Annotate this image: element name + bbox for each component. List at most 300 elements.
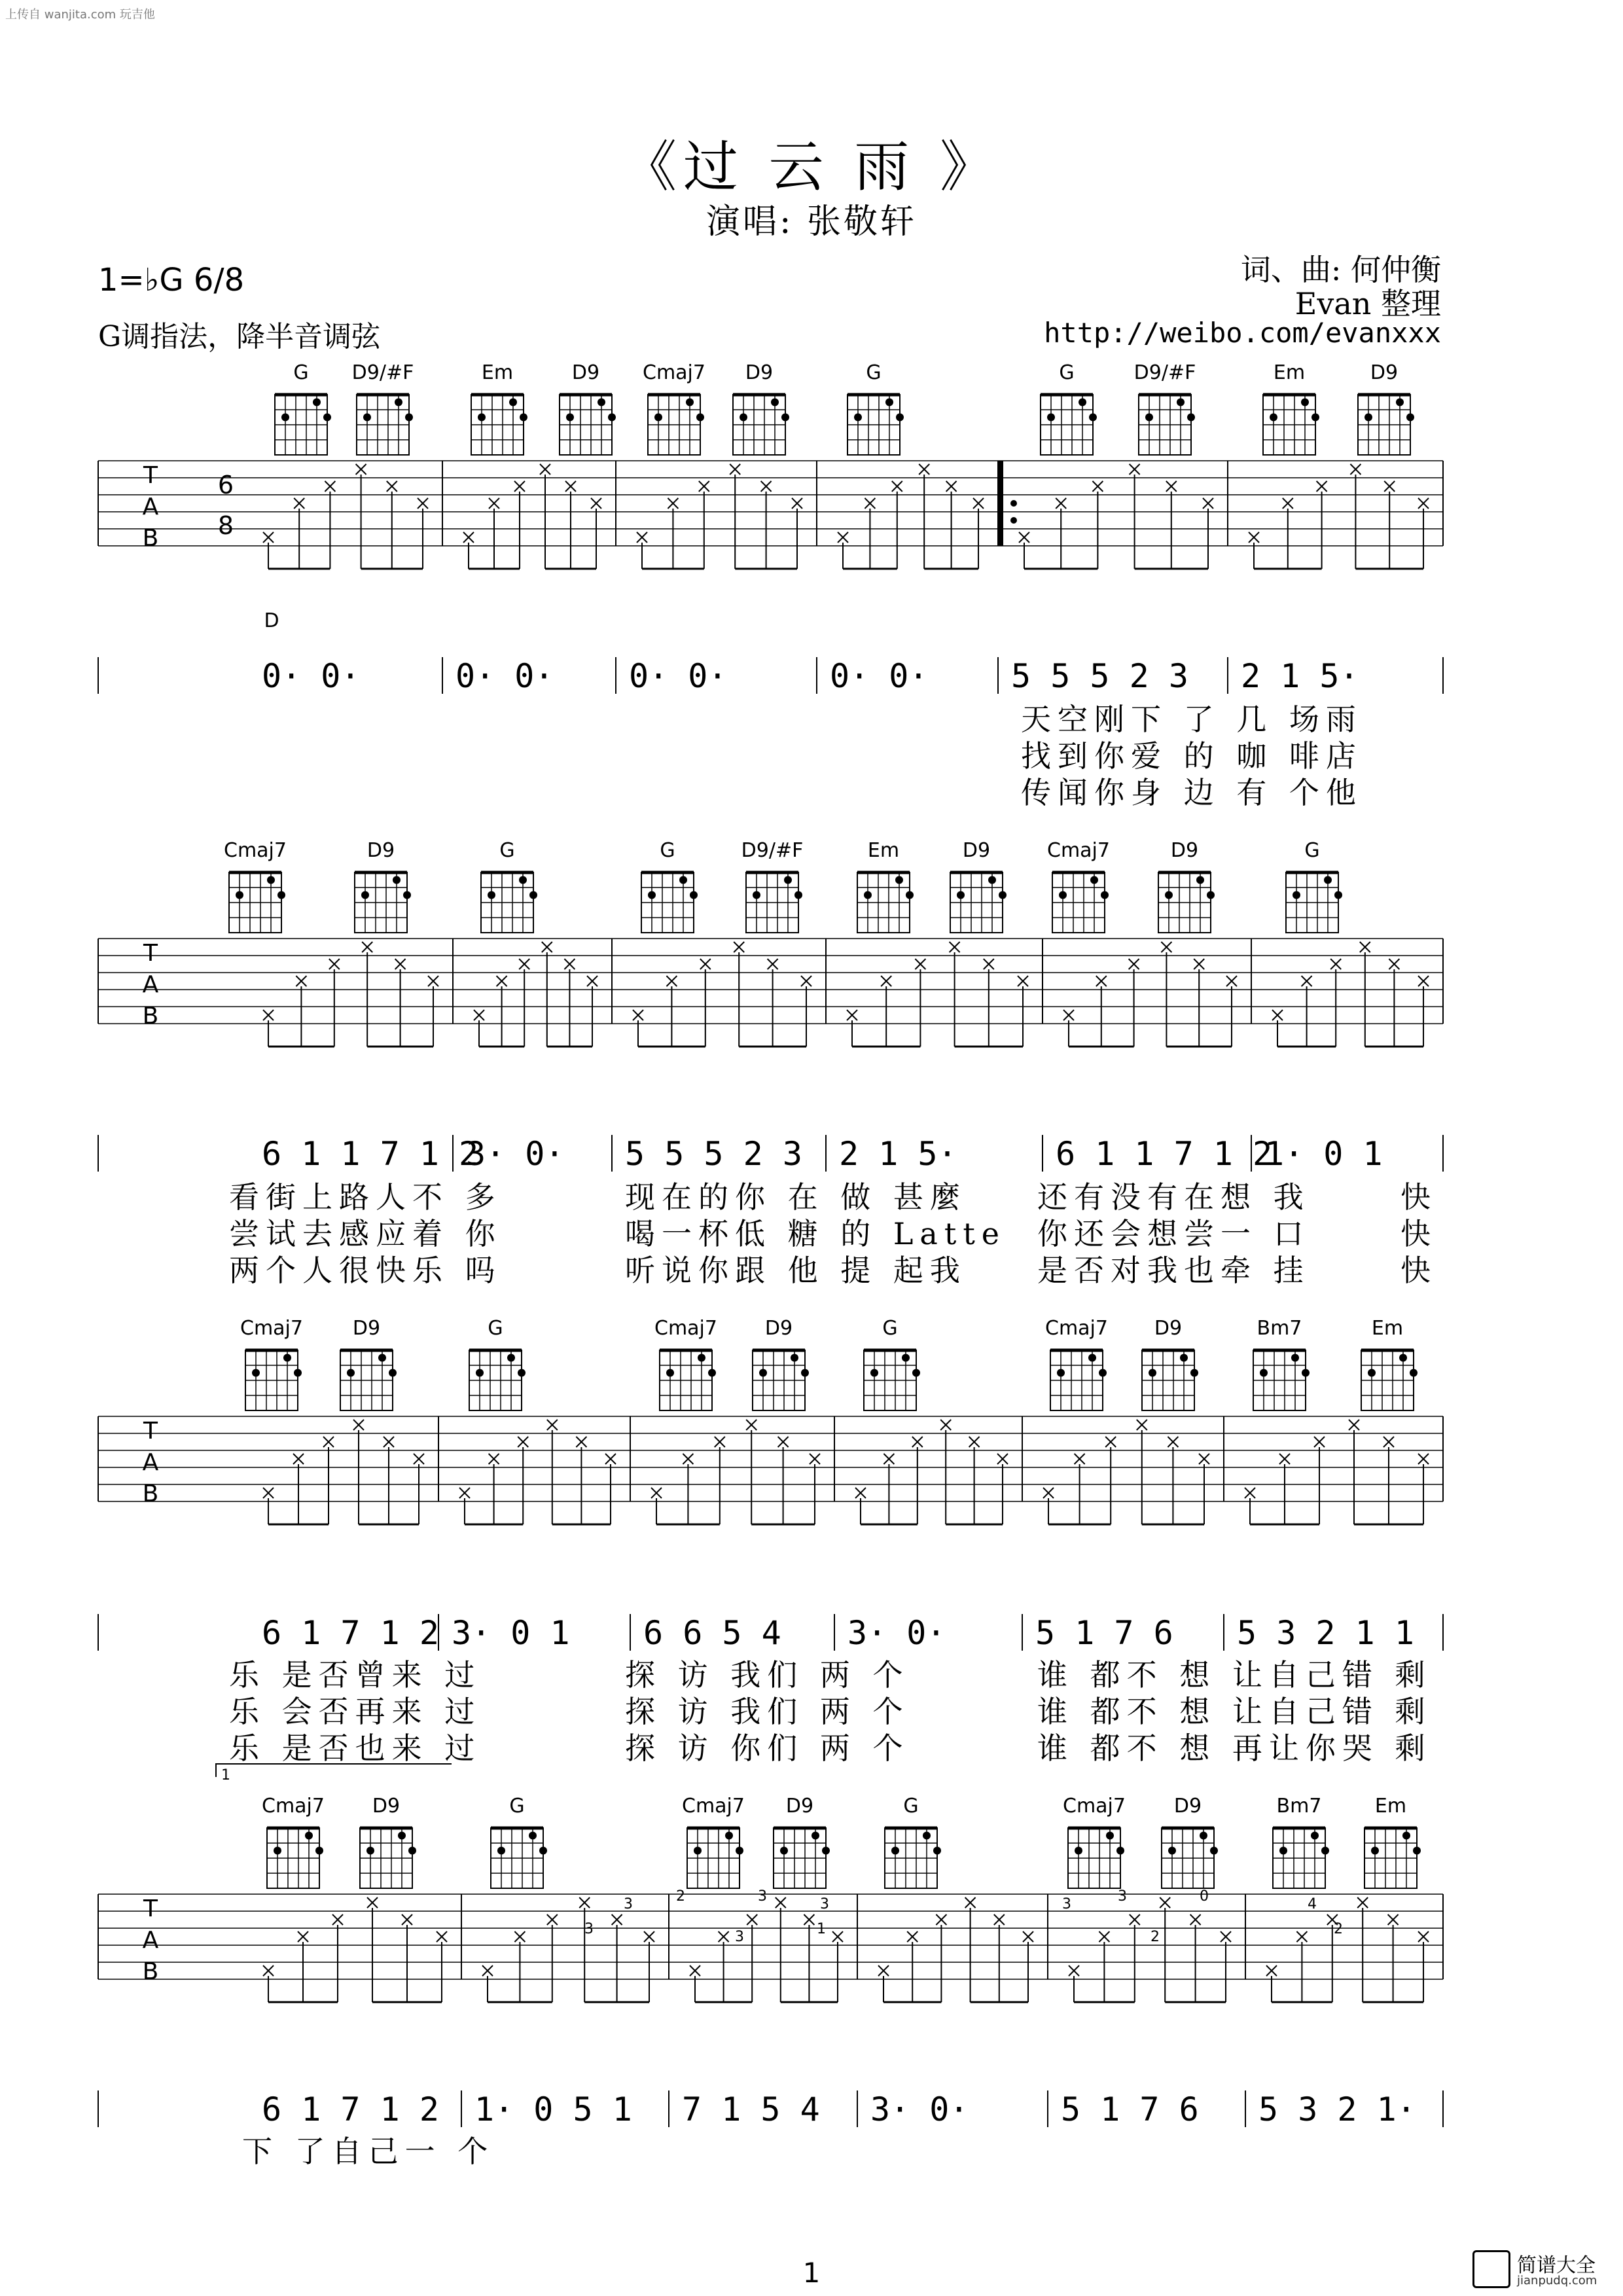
finger-dot	[654, 414, 662, 422]
strum-mark	[296, 976, 306, 986]
strum-mark	[668, 498, 678, 509]
chord-name: D9	[962, 839, 991, 862]
finger-dot	[1116, 1847, 1124, 1855]
strum-mark	[1096, 976, 1107, 986]
strum-mark	[855, 1488, 866, 1498]
finger-dot	[497, 1847, 505, 1855]
strum-mark	[519, 959, 529, 969]
chord-diagram	[471, 361, 527, 455]
strum-mark	[1199, 1454, 1209, 1464]
chord-diagram	[360, 1795, 416, 1888]
chord-diagram	[560, 361, 616, 455]
notation-bar: 5 1 7 6	[1035, 1614, 1173, 1652]
finger-dot	[252, 1369, 260, 1377]
finger-dot	[539, 1847, 547, 1855]
finger-dot	[686, 399, 694, 406]
chord-diagram	[885, 1795, 941, 1888]
chord-diagram	[1263, 361, 1319, 455]
chord-name: D9/#F	[351, 361, 414, 384]
piano-icon	[1472, 2250, 1510, 2288]
lyric-line: 天空刚下 了 几 场雨	[1021, 702, 1363, 737]
notation-bar: 5 5 5 2 3	[1011, 657, 1188, 695]
strum-mark	[792, 498, 802, 509]
finger-dot	[781, 414, 789, 422]
strum-mark	[1383, 1437, 1394, 1447]
finger-dot	[1260, 1369, 1268, 1377]
chord-diagram	[262, 1795, 325, 1888]
notation-bar: 0· 0·	[830, 657, 929, 695]
finger-dot	[608, 414, 616, 422]
fret-number: 0	[1200, 1888, 1209, 1905]
strum-mark	[263, 1010, 274, 1020]
lyric-line: 听说你跟 他 提 起我	[625, 1253, 967, 1288]
strum-mark	[1168, 1437, 1178, 1447]
chord-name: G	[1304, 839, 1320, 862]
fret-number: 3	[1062, 1896, 1071, 1912]
repeat-dot	[1010, 517, 1017, 524]
chord-diagram	[1041, 361, 1097, 455]
strum-mark	[683, 1454, 693, 1464]
chord-diagram	[1134, 361, 1196, 455]
chord-name: Cmaj7	[1045, 1317, 1108, 1340]
strum-mark	[437, 1931, 447, 1942]
strum-mark	[690, 1965, 700, 1976]
finger-dot	[698, 1354, 705, 1362]
volta-number: 1	[221, 1767, 230, 1784]
chord-name: Cmaj7	[682, 1795, 745, 1818]
notation-bar: 3· 0·	[870, 2090, 969, 2128]
strum-mark	[768, 959, 778, 969]
chord-diagram	[1047, 839, 1110, 933]
finger-dot	[696, 414, 704, 422]
strum-mark	[1063, 1010, 1074, 1020]
strum-mark	[1160, 1897, 1170, 1908]
chord-name: Cmaj7	[643, 361, 705, 384]
chord-name: D9	[785, 1795, 814, 1818]
strum-mark	[1317, 481, 1327, 492]
chord-name: Cmaj7	[240, 1317, 303, 1340]
tab-letter-t: T	[143, 462, 158, 489]
finger-dot	[1364, 414, 1372, 422]
strum-mark	[463, 532, 474, 543]
chord-diagram	[224, 839, 287, 933]
chord-diagram	[1063, 1795, 1126, 1888]
strum-mark	[1166, 481, 1177, 492]
strum-mark	[1092, 481, 1103, 492]
chord-name: D9	[571, 361, 600, 384]
notation-bar: 6 1 1 7 1 2	[1056, 1135, 1273, 1173]
strum-mark	[883, 1454, 894, 1464]
strum-mark	[1296, 1931, 1307, 1942]
finger-dot	[708, 1369, 716, 1377]
strum-mark	[1266, 1965, 1277, 1976]
strum-mark	[1099, 1931, 1109, 1942]
strum-mark	[730, 464, 740, 475]
strum-mark	[997, 1454, 1008, 1464]
chord-diagram	[1364, 1795, 1421, 1888]
notation-bar: 2 1 5·	[1241, 657, 1359, 695]
fret-number: 3	[584, 1921, 594, 1937]
finger-dot	[1168, 1847, 1176, 1855]
volta-bracket	[216, 1764, 452, 1777]
finger-dot	[1057, 1369, 1065, 1377]
finger-dot	[1368, 1369, 1376, 1377]
finger-dot	[906, 891, 914, 899]
finger-dot	[267, 876, 275, 884]
finger-dot	[1406, 414, 1414, 422]
finger-dot	[1099, 1369, 1107, 1377]
finger-dot	[283, 1354, 291, 1362]
finger-dot	[885, 399, 893, 406]
site-logo	[1472, 2249, 1610, 2291]
strum-mark	[474, 1010, 484, 1020]
strum-mark	[776, 1897, 786, 1908]
strum-mark	[994, 1914, 1005, 1925]
strum-mark	[1349, 1420, 1359, 1430]
singer: 演唱: 张敬轩	[705, 202, 918, 242]
strum-mark	[489, 498, 499, 509]
chord-name: D9	[1173, 1795, 1202, 1818]
finger-dot	[520, 414, 527, 422]
strum-mark	[576, 1437, 586, 1447]
finger-dot	[1301, 399, 1309, 406]
strum-mark	[1350, 464, 1361, 475]
finger-dot	[801, 1369, 809, 1377]
finger-dot	[403, 891, 411, 899]
strum-mark	[778, 1437, 789, 1447]
strum-mark	[356, 464, 366, 475]
notation-bar: 3· 0·	[466, 1135, 565, 1173]
strum-mark	[1388, 1914, 1399, 1925]
tab-letter-a: A	[142, 971, 159, 998]
chord-name: G	[660, 839, 675, 862]
lyric-line: 是否对我也牵 挂	[1037, 1253, 1310, 1288]
strum-mark	[293, 1454, 304, 1464]
strum-mark	[746, 1420, 757, 1430]
finger-dot	[507, 1354, 515, 1362]
finger-dot	[902, 1354, 910, 1362]
chord-diagram	[774, 1795, 830, 1888]
notation-bar: 5 3 2 1·	[1258, 2090, 1416, 2128]
tab-letter-t: T	[143, 1418, 158, 1444]
finger-dot	[988, 876, 996, 884]
chord-name: G	[488, 1317, 503, 1340]
finger-dot	[1187, 414, 1195, 422]
strum-mark	[353, 1420, 364, 1430]
finger-dot	[294, 1369, 302, 1377]
fret-number: 1	[817, 1921, 826, 1937]
chord-diagram	[352, 361, 414, 455]
finger-dot	[891, 1847, 899, 1855]
system-2	[98, 839, 1443, 1172]
finger-dot	[1180, 1354, 1188, 1362]
notation-bar: 6 1 7 1 2	[262, 1614, 439, 1652]
strum-mark	[747, 1914, 757, 1925]
finger-dot	[1293, 891, 1300, 899]
system-3	[98, 1317, 1443, 1651]
strum-mark	[969, 1437, 980, 1447]
chord-diagram	[1361, 1317, 1418, 1410]
chord-diagram	[733, 361, 789, 455]
finger-dot	[347, 1369, 355, 1377]
finger-dot	[518, 1369, 526, 1377]
fret-number: 2	[676, 1888, 685, 1905]
key-signature: 1=♭G 6/8	[98, 262, 245, 298]
fret-number: 2	[1334, 1921, 1343, 1937]
strum-mark	[919, 464, 929, 475]
finger-dot	[1090, 876, 1098, 884]
finger-dot	[519, 876, 527, 884]
notation-bar: 3· 0·	[847, 1614, 946, 1652]
strum-mark	[1283, 498, 1293, 509]
strum-mark	[1018, 976, 1028, 986]
strum-mark	[1069, 1965, 1079, 1976]
page-number: 1	[802, 2257, 821, 2289]
time-sig-bottom: 8	[217, 511, 234, 540]
finger-dot	[363, 414, 371, 422]
strum-mark	[395, 959, 406, 969]
strum-mark	[587, 976, 597, 986]
strum-mark	[1105, 1437, 1116, 1447]
notation-bar: 6 1 7 1 2	[262, 2090, 439, 2128]
finger-dot	[378, 1354, 386, 1362]
strum-mark	[847, 1010, 857, 1020]
arranger: Evan 整理	[1294, 286, 1441, 321]
chord-diagram	[355, 839, 411, 933]
chord-name: Cmaj7	[262, 1795, 325, 1818]
strum-mark	[892, 481, 902, 492]
strum-mark	[810, 1454, 820, 1464]
finger-dot	[1396, 399, 1404, 406]
tab-letter-a: A	[142, 493, 159, 520]
finger-dot	[933, 1847, 941, 1855]
fret-number: 2	[1150, 1929, 1160, 1945]
watermark: 上传自 wanjita.com 玩吉他	[5, 8, 155, 22]
notation-bar: 1· 0 1	[1264, 1135, 1383, 1173]
chord-name: D9	[352, 1317, 381, 1340]
chord-name: D9	[1370, 361, 1399, 384]
finger-dot	[395, 399, 402, 406]
chord-name: G	[866, 361, 882, 384]
fret-number: 4	[1308, 1896, 1317, 1912]
finger-dot	[870, 1369, 878, 1377]
strum-mark	[1302, 976, 1312, 986]
finger-dot	[1291, 1354, 1299, 1362]
lyric-line: 尝试去感应着 你	[229, 1216, 502, 1251]
finger-dot	[476, 1369, 484, 1377]
strum-mark	[298, 1931, 308, 1942]
notation-bar: 1· 0 5 1	[474, 2090, 632, 2128]
chord-diagram	[1286, 839, 1342, 933]
strum-mark	[1130, 1914, 1140, 1925]
lyric-line: 现在的你 在 做 甚麼	[625, 1179, 967, 1215]
finger-dot	[1413, 1847, 1421, 1855]
finger-dot	[361, 891, 369, 899]
strum-mark	[489, 1454, 499, 1464]
strum-mark	[761, 481, 772, 492]
lyric-line: 谁 都不 想 再让你哭 剩	[1037, 1731, 1432, 1766]
chord-diagram	[491, 1795, 547, 1888]
chord-name: D9/#F	[1133, 361, 1196, 384]
chord-name: G	[499, 839, 515, 862]
strum-mark	[912, 1437, 923, 1447]
strum-mark	[633, 1010, 643, 1020]
finger-dot	[529, 1832, 537, 1840]
strum-mark	[881, 976, 891, 986]
strum-mark	[564, 959, 575, 969]
strum-mark	[801, 976, 812, 986]
tuning-note: G调指法，降半音调弦	[98, 320, 381, 353]
chord-name: D9	[745, 361, 774, 384]
strum-mark	[950, 942, 960, 952]
strum-mark	[838, 532, 848, 543]
finger-dot	[725, 1832, 733, 1840]
finger-dot	[1371, 1847, 1379, 1855]
strum-mark	[804, 1914, 814, 1925]
finger-dot	[791, 1354, 798, 1362]
finger-dot	[277, 891, 285, 899]
finger-dot	[1311, 1832, 1319, 1840]
strum-mark	[1221, 1931, 1231, 1942]
finger-dot	[398, 1832, 406, 1840]
finger-dot	[393, 876, 401, 884]
strum-mark	[699, 481, 709, 492]
strum-mark	[915, 959, 925, 969]
lyric-line: 探 访 我们 两 个	[625, 1694, 910, 1729]
chord-name: D9	[1154, 1317, 1183, 1340]
notation-bar: 0· 0·	[262, 657, 361, 695]
lyric-line: 两个人很快乐 吗	[229, 1253, 502, 1288]
notation-bar: 5 3 2 1 1	[1237, 1614, 1414, 1652]
strum-mark	[323, 1437, 334, 1447]
strum-mark	[518, 1437, 528, 1447]
strum-mark	[1245, 1488, 1255, 1498]
strum-mark	[514, 1931, 525, 1942]
finger-dot	[1177, 399, 1185, 406]
finger-dot	[957, 891, 965, 899]
finger-dot	[864, 891, 872, 899]
strum-mark	[936, 1914, 946, 1925]
strum-mark	[1023, 1931, 1033, 1942]
lyric-line: 快	[1400, 1253, 1437, 1288]
finger-dot	[999, 891, 1007, 899]
strum-mark	[1161, 942, 1171, 952]
finger-dot	[854, 414, 862, 422]
strum-mark	[1226, 976, 1237, 986]
chord-name: G	[1059, 361, 1075, 384]
finger-dot	[1279, 1847, 1287, 1855]
finger-dot	[1101, 891, 1109, 899]
strum-mark	[1384, 481, 1395, 492]
tab-letter-b: B	[142, 1003, 159, 1030]
strum-mark	[1314, 1437, 1325, 1447]
strum-mark	[1389, 959, 1399, 969]
finger-dot	[1075, 1847, 1082, 1855]
strum-mark	[402, 1914, 412, 1925]
notation-bar: 6 6 5 4	[643, 1614, 781, 1652]
strum-mark	[1357, 1897, 1368, 1908]
finger-dot	[366, 1847, 374, 1855]
notation-bar: 7 1 5 4	[682, 2090, 820, 2128]
finger-dot	[274, 1847, 281, 1855]
lyric-line: 快	[1400, 1216, 1437, 1251]
tab-letter-t: T	[143, 940, 158, 967]
lyric-line: 看街上路人不 多	[229, 1179, 502, 1215]
strum-mark	[1418, 498, 1429, 509]
strum-mark	[1130, 464, 1140, 475]
strum-mark	[294, 498, 304, 509]
tab-letter-b: B	[142, 1958, 159, 1985]
strum-mark	[865, 498, 875, 509]
chord-name: D9	[764, 1317, 793, 1340]
finger-dot	[784, 876, 792, 884]
notation-bar: 5 1 7 6	[1061, 2090, 1199, 2128]
strum-mark	[1190, 1914, 1201, 1925]
strum-mark	[734, 942, 744, 952]
finger-dot	[895, 876, 903, 884]
finger-dot	[1270, 414, 1277, 422]
fret-number: 3	[820, 1896, 829, 1912]
strum-mark	[547, 1914, 558, 1925]
strum-mark	[1279, 1454, 1290, 1464]
finger-dot	[529, 891, 537, 899]
lyric-line: 下 了自己一 个	[242, 2134, 495, 2169]
chord-diagram	[1253, 1317, 1310, 1410]
tab-letter-t: T	[143, 1895, 158, 1922]
strum-mark	[482, 1965, 493, 1976]
lyric-line: 乐 是否曾来 过	[229, 1657, 482, 1693]
lyric-line: 传闻你身 边 有 个他	[1021, 775, 1363, 810]
strum-mark	[514, 481, 525, 492]
finger-dot	[405, 414, 413, 422]
finger-dot	[389, 1369, 397, 1377]
finger-dot	[794, 891, 802, 899]
finger-dot	[812, 1832, 819, 1840]
tab-letter-a: A	[142, 1449, 159, 1476]
strum-mark	[540, 464, 550, 475]
finger-dot	[315, 1847, 323, 1855]
lyric-line: 还有没有在想 我	[1037, 1179, 1310, 1215]
finger-dot	[694, 1847, 702, 1855]
weibo-link[interactable]: http://weibo.com/evanxxx	[1044, 317, 1441, 349]
finger-dot	[1190, 1369, 1198, 1377]
chord-name: Cmaj7	[1063, 1795, 1126, 1818]
finger-dot	[1089, 414, 1097, 422]
finger-dot	[822, 1847, 830, 1855]
chord-diagram	[682, 1795, 745, 1888]
finger-dot	[679, 876, 687, 884]
strum-mark	[1056, 498, 1066, 509]
chord-diagram	[1273, 1795, 1329, 1888]
chord-name: G	[509, 1795, 525, 1818]
fret-number: 3	[1118, 1888, 1127, 1905]
chord-diagram	[481, 839, 537, 933]
finger-dot	[736, 1847, 743, 1855]
finger-dot	[1079, 399, 1086, 406]
strum-mark	[1418, 1454, 1429, 1464]
chord-diagram	[741, 839, 804, 933]
finger-dot	[1047, 414, 1055, 422]
strum-mark	[984, 959, 994, 969]
strum-mark	[1019, 532, 1029, 543]
chord-diagram	[641, 839, 698, 933]
chord-diagram	[1158, 839, 1215, 933]
tab-letter-b: B	[142, 1480, 159, 1507]
finger-dot	[1321, 1847, 1329, 1855]
strum-mark	[547, 1420, 558, 1430]
strum-mark	[878, 1965, 889, 1976]
notation-bar: 0· 0·	[629, 657, 728, 695]
